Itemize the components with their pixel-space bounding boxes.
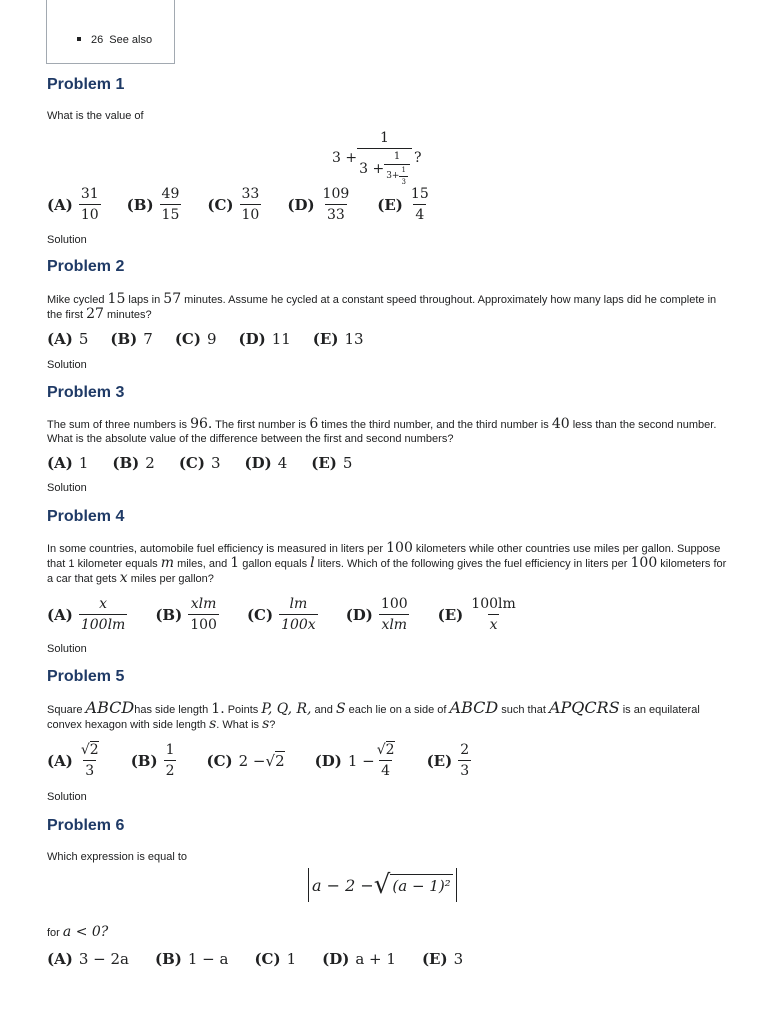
q-text: The sum of three numbers is [47, 419, 191, 431]
q-number: 6 [309, 416, 319, 432]
choice-denominator: 100x [279, 614, 318, 633]
choice-label: (C) [206, 751, 233, 770]
problem-4-solution-link[interactable]: Solution [47, 643, 87, 655]
choice-label: (A) [47, 950, 73, 968]
expr-lead: 3 + [332, 150, 358, 166]
choice-d [287, 186, 351, 223]
choice-numerator: lm [289, 596, 308, 612]
choice-c [254, 950, 296, 968]
problem-2-solution-link[interactable]: Solution [47, 359, 87, 371]
absolute-value [308, 868, 457, 902]
q-number: 96. [190, 416, 213, 432]
q-text: ? [269, 719, 276, 731]
choice-numerator: 100lm [471, 596, 516, 612]
choice-c [179, 454, 221, 472]
q-text: miles, and [174, 558, 231, 570]
expr-denominator [357, 148, 412, 186]
choice-value: 4 [277, 454, 288, 472]
problem-1-heading: Problem 1 [47, 76, 125, 93]
problem-5-question [47, 698, 727, 732]
q-text: kilometers while other countries use miles per gallon. Suppose that 1 kilometer equals [47, 543, 721, 570]
choice-value: 1 − a [187, 950, 229, 968]
problem-6-choices [47, 950, 489, 968]
choice-e [311, 454, 352, 472]
choice-b [155, 596, 219, 633]
choice-d [239, 330, 291, 348]
toc-item-see-also[interactable] [77, 34, 152, 46]
choice-denominator: 100 [188, 614, 219, 633]
choice-e [422, 950, 463, 968]
choice-denominator: 100lm [79, 614, 127, 633]
choice-d [322, 950, 396, 968]
q-text: minutes? [103, 309, 152, 321]
choice-numerator: x [99, 596, 108, 612]
choice-denominator: x [488, 614, 500, 633]
choice-label: (A) [47, 330, 73, 348]
q-text: Square [47, 704, 86, 716]
problem-4-heading: Problem 4 [47, 508, 125, 525]
q-number: 100 [386, 540, 413, 556]
choice-denominator: 2 [164, 760, 177, 779]
choice-b [155, 950, 228, 968]
choice-e [313, 330, 364, 348]
choice-numerator: 31 [80, 186, 99, 202]
choice-b [127, 186, 182, 223]
q-text: laps in [125, 294, 164, 306]
q-text: Points [224, 704, 262, 716]
choice-e [438, 596, 518, 633]
expr-den-lead: 3 + [359, 160, 385, 177]
choice-denominator: 4 [379, 760, 392, 779]
q-variable: x [119, 570, 128, 586]
choice-label: (B) [112, 454, 140, 472]
q-text: is an equilateral convex hexagon with side length [47, 704, 700, 731]
problem-5-solution-link[interactable]: Solution [47, 791, 87, 803]
problem-3-choices [47, 454, 378, 472]
choice-value: 5 [342, 454, 353, 472]
q-math: a < 0? [62, 924, 109, 940]
choice-numerator: 2 [460, 742, 470, 758]
expr-inner-fraction [384, 151, 410, 186]
choice-d [346, 596, 410, 633]
q-text: In some countries, automobile fuel efficiency is measured in liters per [47, 543, 387, 555]
choice-b [131, 742, 177, 779]
q-number: 15 [107, 291, 126, 307]
choice-value: 13 [344, 330, 364, 348]
choice-value: a + 1 [355, 950, 396, 968]
q-text: The first number is [212, 419, 310, 431]
choice-label: (C) [207, 195, 234, 214]
q-variable: l [310, 555, 315, 571]
innermost-numerator: 1 [401, 166, 406, 174]
problem-1-expression [332, 130, 421, 186]
q-number: 1. [211, 701, 225, 717]
problem-2-question [47, 292, 727, 322]
choice-label: (B) [130, 751, 158, 770]
sqrt-expression: √ (a − 1)² [373, 870, 451, 900]
q-variable: m [160, 555, 175, 571]
bullet-icon [77, 37, 81, 41]
innermost-denominator: 3 [401, 178, 406, 186]
choice-radicand: 2 [89, 742, 99, 758]
choice-value: 1 [286, 950, 297, 968]
q-text: minutes. Assume he cycled at a constant speed throughout. Approximately how many laps did he complete in the first [47, 294, 717, 321]
choice-d [245, 454, 288, 472]
choice-a [47, 186, 101, 223]
choice-denominator: 4 [413, 204, 426, 223]
choice-label: (B) [154, 950, 182, 968]
problem-3-heading: Problem 3 [47, 384, 125, 401]
choice-b [110, 330, 152, 348]
q-number: 57 [163, 291, 182, 307]
choice-label: (D) [322, 950, 350, 968]
choice-label: (B) [155, 605, 183, 624]
choice-denominator: 10 [79, 204, 101, 223]
choice-label: (E) [421, 950, 448, 968]
choice-prefix: 1 − [347, 751, 375, 770]
choice-label: (D) [314, 751, 342, 770]
problem-2-choices [47, 330, 390, 348]
q-text: has side length [134, 704, 212, 716]
q-text: such that [498, 704, 549, 716]
choice-denominator: 3 [83, 760, 96, 779]
choice-label: (A) [47, 454, 73, 472]
problem-3-solution-link[interactable]: Solution [47, 482, 87, 494]
choice-label: (C) [246, 605, 274, 624]
expr-radicand: (a − 1)² [390, 874, 452, 895]
choice-denominator: 15 [160, 204, 182, 223]
choice-numerator: 1 [165, 742, 175, 758]
choice-label: (E) [312, 330, 339, 348]
choice-b [112, 454, 154, 472]
problem-4-question [47, 541, 727, 586]
q-variable: P, Q, R, [261, 701, 312, 717]
q-text: times the third number, and the third number is [318, 419, 552, 431]
q-number: 27 [86, 306, 104, 322]
choice-label: (D) [345, 605, 373, 624]
q-variable: s [209, 716, 217, 732]
q-text: each lie on a side of [345, 704, 450, 716]
choice-label: (C) [254, 950, 281, 968]
expr-question-mark: ? [413, 150, 422, 166]
choice-label: (E) [437, 605, 464, 624]
choice-label: (D) [244, 454, 272, 472]
problem-6-heading: Problem 6 [47, 817, 125, 834]
choice-value: 9 [206, 330, 217, 348]
problem-6-question: Which expression is equal to [47, 851, 188, 863]
q-number: 40 [551, 416, 570, 432]
choice-a: (A) $\frac{√2}{3}$ [47, 742, 99, 779]
q-text: Mike cycled [47, 294, 108, 306]
choice-label: (B) [126, 195, 154, 214]
q-variable: S [335, 701, 346, 717]
q-text: liters. Which of the following gives the fuel efficiency in liters per [314, 558, 631, 570]
choice-radicand: 2 [275, 752, 285, 770]
choice-label: (D) [287, 195, 315, 214]
problem-2-heading: Problem 2 [47, 258, 125, 275]
choice-e [427, 742, 472, 779]
choice-d: (D) 1 − $\frac{√2}{4}$ [314, 742, 395, 779]
choice-a [47, 596, 127, 633]
q-variable: ABCD [85, 698, 135, 717]
toc-item-label[interactable]: See also [109, 34, 153, 46]
choice-label: (B) [110, 330, 138, 348]
choice-label: (C) [178, 454, 205, 472]
expr-prefix: a − 2 − [312, 875, 374, 895]
expr-numerator: 1 [380, 130, 389, 146]
choice-value: 3 − 2a [78, 950, 129, 968]
problem-5-heading: Problem 5 [47, 668, 125, 685]
toc-item-number: 26 [91, 34, 104, 46]
choice-radicand: 2 [385, 742, 395, 758]
toc-box [46, 0, 175, 64]
inner-denominator [384, 164, 410, 186]
choice-a [47, 330, 88, 348]
choice-label: (A) [47, 751, 73, 770]
choice-prefix: 2 − [238, 751, 266, 770]
choice-label: (E) [377, 195, 403, 214]
choice-numerator: 33 [241, 186, 260, 202]
q-variable: APQCRS [548, 698, 620, 717]
q-number: 100 [630, 555, 658, 571]
choice-denominator: 3 [458, 760, 471, 779]
choice-denominator: xlm [379, 614, 409, 633]
choice-a [47, 454, 88, 472]
choice-label: (A) [47, 195, 73, 214]
q-text: miles per gallon? [127, 573, 214, 585]
choice-c [247, 596, 318, 633]
choice-value: 1 [78, 454, 89, 472]
choice-value: 3 [453, 950, 464, 968]
choice-denominator: 10 [240, 204, 262, 223]
choice-value: 11 [271, 330, 291, 348]
q-text: . What is [216, 719, 263, 731]
q-text: less than the second number. What is the absolute value of the difference between the first and second numbers? [47, 419, 717, 445]
q-variable: s [262, 716, 270, 732]
choice-value: 7 [143, 330, 153, 348]
problem-1-solution-link[interactable]: Solution [47, 234, 87, 246]
q-text: kilometers for a car that gets [47, 558, 727, 585]
problem-5-choices [47, 742, 497, 779]
choice-label: (C) [174, 330, 201, 348]
inner-den-lead: 3+ [386, 171, 400, 181]
problem-4-choices [47, 596, 544, 633]
problem-1-question: What is the value of [47, 110, 144, 122]
choice-numerator: xlm [190, 596, 217, 612]
choice-label: (E) [426, 751, 453, 770]
problem-3-question [47, 417, 727, 446]
problem-6-condition [47, 925, 727, 940]
innermost-fraction [399, 167, 407, 186]
expr-fraction [357, 130, 412, 186]
choice-value: 5 [78, 330, 89, 348]
problem-6-expression [308, 868, 457, 902]
choice-numerator: 100 [380, 596, 408, 612]
choice-label: (A) [47, 605, 73, 624]
problem-1-choices [47, 186, 457, 223]
choice-label: (E) [311, 454, 337, 472]
choice-value: 3 [210, 454, 221, 472]
choice-numerator: 15 [410, 186, 429, 202]
choice-c [175, 330, 217, 348]
q-text: gallon equals [239, 558, 311, 570]
choice-c [207, 186, 261, 223]
inner-numerator: 1 [393, 151, 401, 162]
choice-denominator: 33 [325, 204, 347, 223]
choice-numerator: 109 [322, 186, 350, 202]
q-variable: ABCD [449, 698, 499, 717]
choice-e [377, 186, 430, 223]
choice-label: (D) [238, 330, 266, 348]
q-text: for [47, 927, 63, 939]
choice-numerator: 49 [161, 186, 180, 202]
choice-c: (C) 2 − √ 2 [206, 751, 285, 770]
choice-a [47, 950, 129, 968]
q-number: 1 [230, 555, 240, 571]
q-text: and [311, 704, 336, 716]
choice-value: 2 [145, 454, 155, 472]
